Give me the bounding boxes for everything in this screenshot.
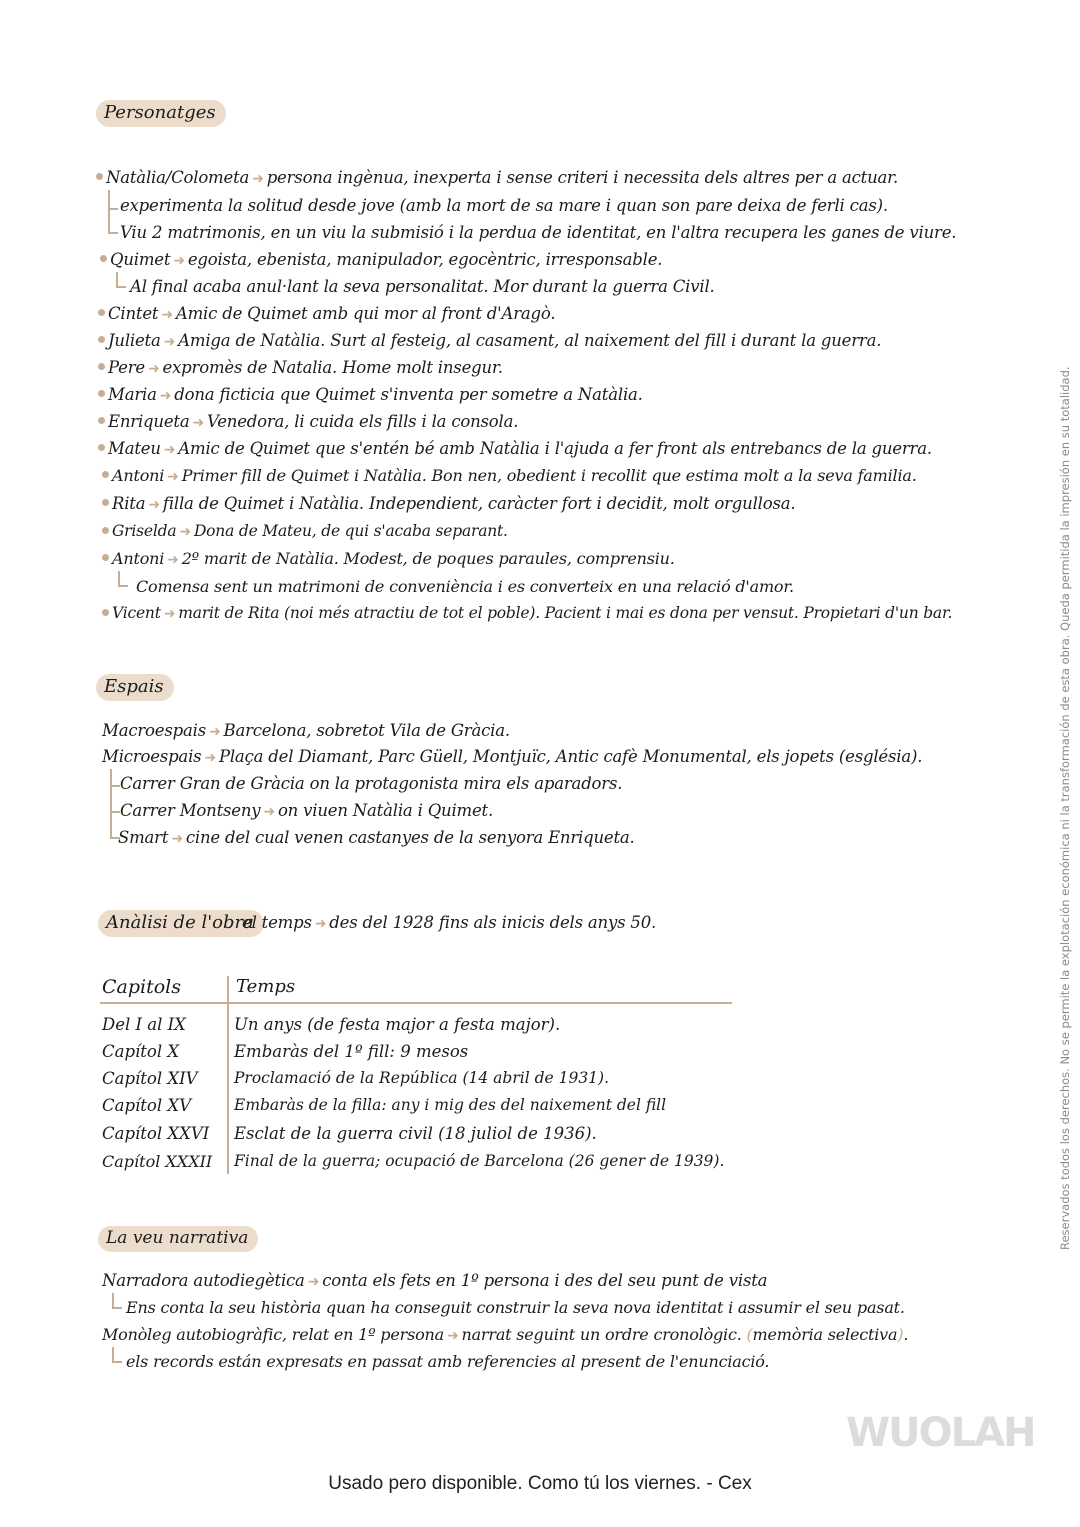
list-item	[98, 439, 932, 458]
arrow-icon: ➜	[148, 497, 160, 513]
bullet-icon	[98, 363, 105, 370]
veu-line-2: Ens conta la seu història quan ha conseguit construir la seva nova identitat i assumir el seu pasat.	[126, 1298, 905, 1317]
list-item	[102, 604, 952, 622]
bullet-icon	[98, 336, 105, 343]
character-name: Mateu	[108, 439, 161, 458]
arrow-icon: ➜	[171, 831, 183, 847]
table-header-capitols: Capitols	[102, 976, 182, 998]
hook-arrow-icon	[110, 769, 120, 787]
character-name: Rita	[112, 494, 146, 513]
table-cell-chapter: Del I al IX	[102, 1015, 186, 1034]
side-watermark: Reservados todos los derechos. No se permite la explotación económica ni la transformación de esta obra. Queda permitida la impresión en su totalidad.	[1058, 366, 1072, 1250]
list-item	[98, 304, 555, 323]
character-desc: persona ingènua, inexperta i sense criteri i necessita dels altres per a actuar.	[266, 168, 899, 187]
character-name: Griselda	[112, 522, 177, 540]
arrow-icon: ➜	[159, 388, 172, 404]
character-name: Antoni	[112, 549, 165, 568]
temps-label: el temps	[242, 913, 312, 932]
character-name: Julieta	[108, 331, 161, 350]
veu-text: conta els fets en 1º persona i des del seu punt de vista	[322, 1271, 768, 1290]
character-name: Quimet	[110, 250, 171, 269]
character-name: Natàlia/Colometa	[106, 168, 250, 187]
veu-label: Narradora autodiegètica	[102, 1271, 305, 1290]
character-desc: Venedora, li cuida els fills i la consola.	[207, 412, 519, 431]
list-item	[102, 522, 508, 540]
arrow-icon: ➜	[167, 469, 179, 485]
character-name: Vicent	[112, 604, 161, 622]
footer-text: Usado pero disponible. Como tú los viernes. - Cex	[328, 1473, 752, 1494]
character-desc: dona ficticia que Quimet s'inventa per sometre a Natàlia.	[174, 385, 643, 404]
microespais-label: Microespais	[102, 747, 202, 766]
character-desc: Amic de Quimet que s'entén bé amb Natàlia i l'ajuda a fer front als entrebancs de la guerra.	[178, 439, 932, 458]
bullet-icon	[96, 173, 103, 180]
section-heading-veu: La veu narrativa	[98, 1226, 258, 1252]
character-name: Pere	[108, 358, 145, 377]
bullet-icon	[102, 527, 109, 534]
bullet-icon	[98, 444, 105, 451]
character-desc: marit de Rita (noi més atractiu de tot el poble). Pacient i mai es dona per vensut. Propietari d'un bar.	[178, 604, 953, 622]
arrow-icon: ➜	[307, 1274, 320, 1290]
hook-arrow-icon	[116, 272, 126, 288]
macroespais-line	[102, 721, 510, 740]
arrow-icon: ➜	[147, 361, 160, 377]
hook-arrow-icon	[110, 787, 120, 813]
paren-close: )	[897, 1325, 904, 1344]
character-name: Cintet	[108, 304, 159, 323]
table-divider-horizontal	[100, 1002, 732, 1004]
character-desc: expromès de Natalia. Home molt insegur.	[162, 358, 503, 377]
veu-paren-text: memòria selectiva	[752, 1325, 898, 1344]
table-cell-chapter: Capítol XXXII	[102, 1152, 213, 1171]
bullet-icon	[102, 609, 109, 616]
character-desc: 2º marit de Natàlia. Modest, de poques paraules, comprensiu.	[181, 549, 675, 568]
list-subitem: Al final acaba anul·lant la seva personalitat. Mor durant la guerra Civil.	[130, 277, 715, 296]
character-name: Maria	[108, 385, 157, 404]
arrow-icon: ➜	[314, 916, 327, 932]
bullet-icon	[98, 390, 105, 397]
character-desc: Primer fill de Quimet i Natàlia. Bon nen, obedient i recollit que estima molt a la seva familia.	[181, 466, 917, 485]
temps-line	[242, 913, 656, 932]
hook-arrow-icon	[112, 1293, 122, 1309]
arrow-icon: ➜	[163, 334, 176, 350]
list-subitem: Comensa sent un matrimoni de conveniència i es converteix en una relació d'amor.	[136, 577, 794, 596]
bullet-icon	[102, 471, 109, 478]
hook-arrow-icon	[118, 571, 128, 587]
hook-arrow-icon	[112, 1347, 122, 1363]
arrow-icon: ➜	[204, 750, 216, 766]
veu-line-3: Monòleg autobiogràfic, relat en 1º persona ➜ narrat seguint un ordre cronològic. (memòria selectiva).	[102, 1325, 909, 1344]
arrow-icon: ➜	[446, 1328, 459, 1344]
macroespais-text: Barcelona, sobretot Vila de Gràcia.	[223, 721, 510, 740]
table-cell-time: Un anys (de festa major a festa major).	[234, 1015, 561, 1034]
table-cell-chapter: Capítol XV	[102, 1096, 192, 1115]
section-heading-analisi: Anàlisi de l'obra	[98, 910, 264, 937]
table-cell-time: Embaràs de la filla: any i mig des del naixement del fill	[234, 1096, 667, 1114]
table-cell-time: Embaràs del 1º fill: 9 mesos	[234, 1042, 469, 1061]
macroespais-label: Macroespais	[102, 721, 206, 740]
espais-place-desc: on viuen Natàlia i Quimet.	[277, 801, 494, 820]
character-desc: Dona de Mateu, de qui s'acaba separant.	[193, 522, 508, 540]
character-desc: egoista, ebenista, manipulador, egocèntric, irresponsable.	[187, 250, 663, 269]
arrow-icon: ➜	[252, 171, 264, 187]
espais-subitem	[120, 801, 493, 820]
arrow-icon: ➜	[179, 524, 191, 540]
list-item	[98, 331, 881, 350]
table-cell-chapter: Capítol XIV	[102, 1069, 198, 1088]
table-divider-vertical	[227, 976, 229, 1174]
list-item	[96, 168, 898, 187]
arrow-icon: ➜	[192, 415, 204, 431]
arrow-icon: ➜	[163, 606, 176, 622]
list-item	[102, 549, 675, 568]
veu-label: Monòleg autobiogràfic, relat en 1º persona	[102, 1325, 444, 1344]
arrow-icon: ➜	[161, 307, 173, 323]
bullet-icon	[98, 309, 105, 316]
list-subitem: experimenta la solitud desde jove (amb la mort de sa mare i quan son pare deixa de ferli cas).	[120, 196, 888, 215]
veu-line-4: els records están expresats en passat amb referencies al present de l'enunciació.	[126, 1352, 770, 1371]
espais-subitem: Carrer Gran de Gràcia on la protagonista mira els aparadors.	[120, 774, 623, 793]
list-item	[102, 494, 795, 513]
paren-open: (	[746, 1325, 753, 1344]
arrow-icon: ➜	[173, 253, 185, 269]
wuolah-logo: WUOLAH	[846, 1410, 1035, 1456]
character-desc: Amiga de Natàlia. Surt al festeig, al casament, al naixement del fill i durant la guerra.	[178, 331, 882, 350]
arrow-icon: ➜	[263, 804, 275, 820]
hook-arrow-icon	[108, 210, 118, 234]
microespais-text: Plaça del Diamant, Parc Güell, Montjuïc, Antic cafè Monumental, els jopets (església).	[218, 747, 923, 766]
arrow-icon: ➜	[163, 442, 176, 458]
list-item	[98, 358, 503, 377]
table-cell-chapter: Capítol X	[102, 1042, 180, 1061]
table-cell-time: Esclat de la guerra civil (18 juliol de 1936).	[234, 1124, 597, 1143]
bullet-icon	[102, 499, 109, 506]
character-desc: filla de Quimet i Natàlia. Independient, caràcter fort i decidit, molt orgullosa.	[162, 494, 796, 513]
bullet-icon	[100, 255, 107, 262]
list-item	[98, 412, 518, 431]
list-subitem: Viu 2 matrimonis, en un viu la submisió i la perdua de identitat, en l'altra recupera les ganes de viure.	[120, 223, 957, 242]
table-cell-time: Proclamació de la República (14 abril de 1931).	[234, 1069, 610, 1087]
table-cell-time: Final de la guerra; ocupació de Barcelona (26 gener de 1939).	[234, 1152, 725, 1170]
espais-place: Carrer Montseny	[120, 801, 261, 820]
list-item	[100, 250, 662, 269]
section-heading-espais: Espais	[96, 674, 174, 701]
espais-place: Smart	[118, 828, 169, 847]
temps-text: des del 1928 fins als inicis dels anys 50.	[329, 913, 657, 932]
bullet-icon	[102, 554, 109, 561]
character-name: Enriqueta	[108, 412, 190, 431]
veu-line-1	[102, 1271, 767, 1290]
list-item	[98, 385, 643, 404]
espais-subitem	[118, 828, 635, 847]
arrow-icon: ➜	[208, 724, 221, 740]
table-header-temps: Temps	[236, 976, 296, 997]
bullet-icon	[98, 417, 105, 424]
microespais-line	[102, 747, 922, 766]
list-item	[102, 466, 917, 485]
character-name: Antoni	[112, 466, 165, 485]
character-desc: Amic de Quimet amb qui mor al front d'Aragò.	[175, 304, 556, 323]
hook-arrow-icon	[108, 190, 118, 210]
arrow-icon: ➜	[167, 552, 179, 568]
espais-place-desc: cine del cual venen castanyes de la senyora Enriqueta.	[185, 828, 635, 847]
section-heading-personatges: Personatges	[96, 100, 226, 127]
veu-text: narrat seguint un ordre cronològic.	[461, 1325, 742, 1344]
table-cell-chapter: Capítol XXVI	[102, 1124, 210, 1143]
